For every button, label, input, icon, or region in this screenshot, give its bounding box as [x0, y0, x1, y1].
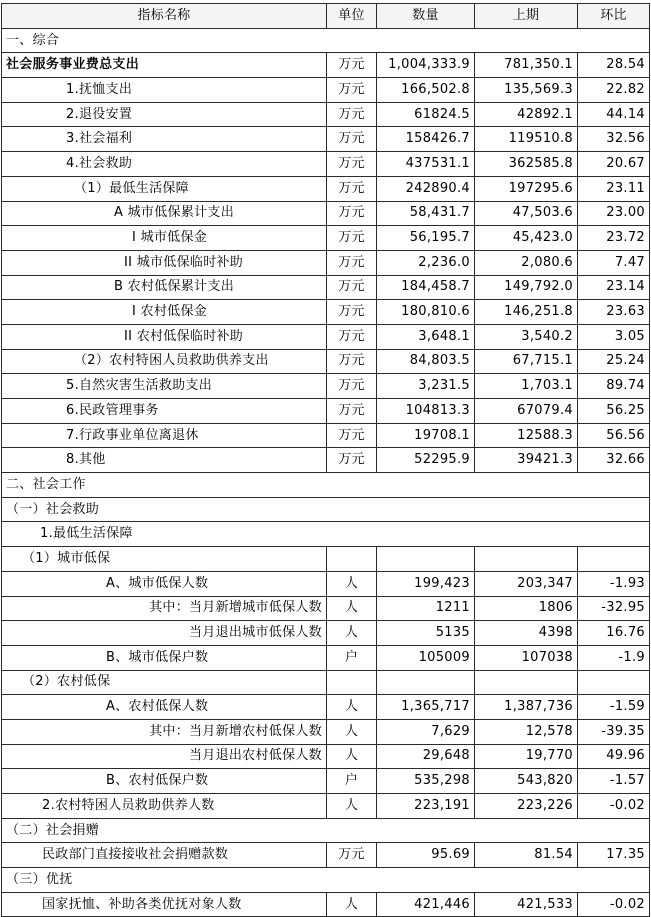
section-row	[2, 818, 650, 843]
row-prev: 781,350.1	[475, 53, 578, 78]
section-title: （一）社会救助	[2, 497, 650, 522]
row-name: I 农村低保金	[2, 300, 327, 325]
row-name: 当月退出城市低保人数	[2, 621, 327, 646]
row-unit: 万元	[327, 843, 377, 868]
header-name: 指标名称	[2, 4, 327, 29]
table-row	[2, 794, 650, 819]
row-unit: 人	[327, 744, 377, 769]
row-name: 7.行政事业单位离退休	[2, 423, 327, 448]
row-qty: 535,298	[377, 769, 475, 794]
table-row	[2, 127, 650, 152]
subsection-title: （1）城市低保	[2, 547, 327, 572]
row-name: B、城市低保户数	[2, 645, 327, 670]
row-ratio: 44.14	[578, 102, 650, 127]
statistics-table	[1, 3, 650, 917]
table-row	[2, 423, 650, 448]
row-ratio: 89.74	[578, 374, 650, 399]
row-prev: 3,540.2	[475, 324, 578, 349]
table-row	[2, 843, 650, 868]
row-ratio: 32.56	[578, 127, 650, 152]
row-unit: 人	[327, 719, 377, 744]
row-qty: 3,231.5	[377, 374, 475, 399]
row-name: B 农村低保累计支出	[2, 275, 327, 300]
row-qty: 3,648.1	[377, 324, 475, 349]
row-prev: 362585.8	[475, 152, 578, 177]
row-name: 5.自然灾害生活救助支出	[2, 374, 327, 399]
row-prev: 223,226	[475, 794, 578, 819]
row-qty: 158426.7	[377, 127, 475, 152]
row-qty: 58,431.7	[377, 201, 475, 226]
row-unit: 户	[327, 645, 377, 670]
header-ratio: 环比	[578, 4, 650, 29]
section-row	[2, 28, 650, 53]
table-row	[2, 744, 650, 769]
row-name: （1）最低生活保障	[2, 176, 327, 201]
empty-cell	[578, 670, 650, 695]
row-unit: 万元	[327, 324, 377, 349]
row-name: II 城市低保临时补助	[2, 250, 327, 275]
table-row	[2, 226, 650, 251]
row-prev: 45,423.0	[475, 226, 578, 251]
table-row	[2, 176, 650, 201]
row-ratio: 3.05	[578, 324, 650, 349]
row-qty: 2,236.0	[377, 250, 475, 275]
row-prev: 39421.3	[475, 448, 578, 473]
row-unit: 万元	[327, 53, 377, 78]
row-unit: 人	[327, 571, 377, 596]
row-prev: 47,503.6	[475, 201, 578, 226]
row-unit: 万元	[327, 349, 377, 374]
row-ratio: 32.66	[578, 448, 650, 473]
row-qty: 52295.9	[377, 448, 475, 473]
row-unit: 户	[327, 769, 377, 794]
header-qty: 数量	[377, 4, 475, 29]
row-unit: 万元	[327, 399, 377, 424]
row-ratio: -32.95	[578, 596, 650, 621]
row-name: 其中：当月新增城市低保人数	[2, 596, 327, 621]
row-ratio: 23.00	[578, 201, 650, 226]
row-qty: 1,004,333.9	[377, 53, 475, 78]
table-row	[2, 300, 650, 325]
row-unit: 人	[327, 695, 377, 720]
row-unit: 万元	[327, 275, 377, 300]
row-qty: 95.69	[377, 843, 475, 868]
subsection-title: 1.最低生活保障	[2, 522, 650, 547]
row-prev: 543,820	[475, 769, 578, 794]
row-name: A、农村低保人数	[2, 695, 327, 720]
row-prev: 146,251.8	[475, 300, 578, 325]
row-ratio: 23.11	[578, 176, 650, 201]
table-row	[2, 769, 650, 794]
row-prev: 12588.3	[475, 423, 578, 448]
row-prev: 19,770	[475, 744, 578, 769]
row-qty: 84,803.5	[377, 349, 475, 374]
row-prev: 149,792.0	[475, 275, 578, 300]
empty-cell	[377, 547, 475, 572]
row-unit: 人	[327, 621, 377, 646]
row-prev: 107038	[475, 645, 578, 670]
row-ratio: 49.96	[578, 744, 650, 769]
section-title: （三）优抚	[2, 868, 650, 893]
row-name: 6.民政管理事务	[2, 399, 327, 424]
row-name: II 农村低保临时补助	[2, 324, 327, 349]
row-ratio: -39.35	[578, 719, 650, 744]
row-name: A、城市低保人数	[2, 571, 327, 596]
row-qty: 61824.5	[377, 102, 475, 127]
header-unit: 单位	[327, 4, 377, 29]
row-prev: 42892.1	[475, 102, 578, 127]
row-prev: 203,347	[475, 571, 578, 596]
row-name: I 城市低保金	[2, 226, 327, 251]
row-prev: 67,715.1	[475, 349, 578, 374]
section-row	[2, 497, 650, 522]
section-title: 二、社会工作	[2, 473, 650, 498]
table-row	[2, 596, 650, 621]
row-name: 3.社会福利	[2, 127, 327, 152]
row-name: A 城市低保累计支出	[2, 201, 327, 226]
row-qty: 104813.3	[377, 399, 475, 424]
table-row	[2, 374, 650, 399]
row-qty: 1,365,717	[377, 695, 475, 720]
empty-cell	[578, 547, 650, 572]
table-row	[2, 349, 650, 374]
row-qty: 223,191	[377, 794, 475, 819]
table-row	[2, 645, 650, 670]
table-row	[2, 892, 650, 917]
row-qty: 199,423	[377, 571, 475, 596]
row-qty: 184,458.7	[377, 275, 475, 300]
row-prev: 1,387,736	[475, 695, 578, 720]
row-ratio: -1.93	[578, 571, 650, 596]
row-name: 2.农村特困人员救助供养人数	[2, 794, 327, 819]
subsection-title: （2）农村低保	[2, 670, 327, 695]
row-unit: 万元	[327, 127, 377, 152]
row-unit: 万元	[327, 300, 377, 325]
row-qty: 1211	[377, 596, 475, 621]
row-unit: 万元	[327, 102, 377, 127]
row-ratio: 56.56	[578, 423, 650, 448]
row-qty: 29,648	[377, 744, 475, 769]
table-row	[2, 53, 650, 78]
row-ratio: 7.47	[578, 250, 650, 275]
table-row	[2, 275, 650, 300]
row-qty: 421,446	[377, 892, 475, 917]
row-prev: 197295.6	[475, 176, 578, 201]
row-qty: 437531.1	[377, 152, 475, 177]
row-ratio: 23.72	[578, 226, 650, 251]
row-name: 8.其他	[2, 448, 327, 473]
row-unit: 万元	[327, 374, 377, 399]
row-unit: 万元	[327, 448, 377, 473]
table-row	[2, 571, 650, 596]
row-prev: 1,703.1	[475, 374, 578, 399]
row-ratio: 22.82	[578, 78, 650, 103]
table-row	[2, 78, 650, 103]
row-ratio: 25.24	[578, 349, 650, 374]
row-unit: 人	[327, 596, 377, 621]
row-qty: 166,502.8	[377, 78, 475, 103]
row-ratio: 20.67	[578, 152, 650, 177]
row-prev: 2,080.6	[475, 250, 578, 275]
row-ratio: -1.9	[578, 645, 650, 670]
row-unit: 万元	[327, 226, 377, 251]
section-title: （二）社会捐赠	[2, 818, 650, 843]
row-name: 民政部门直接接收社会捐赠款数	[2, 843, 327, 868]
row-qty: 19708.1	[377, 423, 475, 448]
table-row	[2, 152, 650, 177]
row-prev: 67079.4	[475, 399, 578, 424]
section-title: 一、综合	[2, 28, 650, 53]
table-row	[2, 448, 650, 473]
row-ratio: 23.63	[578, 300, 650, 325]
row-name: 1.抚恤支出	[2, 78, 327, 103]
row-name: 2.退役安置	[2, 102, 327, 127]
row-unit: 人	[327, 794, 377, 819]
row-prev: 12,578	[475, 719, 578, 744]
row-prev: 81.54	[475, 843, 578, 868]
row-name: （2）农村特困人员救助供养支出	[2, 349, 327, 374]
row-qty: 180,810.6	[377, 300, 475, 325]
row-qty: 105009	[377, 645, 475, 670]
row-ratio: -1.57	[578, 769, 650, 794]
empty-cell	[377, 670, 475, 695]
row-qty: 56,195.7	[377, 226, 475, 251]
row-ratio: -0.02	[578, 794, 650, 819]
row-ratio: 17.35	[578, 843, 650, 868]
empty-cell	[475, 547, 578, 572]
subsection-row	[2, 522, 650, 547]
row-prev: 421,533	[475, 892, 578, 917]
table-row	[2, 621, 650, 646]
table-row	[2, 399, 650, 424]
row-qty: 242890.4	[377, 176, 475, 201]
row-prev: 119510.8	[475, 127, 578, 152]
table-row	[2, 324, 650, 349]
row-name: B、农村低保户数	[2, 769, 327, 794]
row-unit: 万元	[327, 176, 377, 201]
row-name: 当月退出农村低保人数	[2, 744, 327, 769]
table-row	[2, 201, 650, 226]
subsection-row	[2, 547, 650, 572]
row-prev: 4398	[475, 621, 578, 646]
row-unit: 万元	[327, 423, 377, 448]
row-qty: 7,629	[377, 719, 475, 744]
row-prev: 135,569.3	[475, 78, 578, 103]
row-ratio: 28.54	[578, 53, 650, 78]
empty-cell	[327, 670, 377, 695]
row-unit: 万元	[327, 152, 377, 177]
table-row	[2, 102, 650, 127]
row-unit: 人	[327, 892, 377, 917]
row-name: 4.社会救助	[2, 152, 327, 177]
row-name: 社会服务事业费总支出	[2, 53, 327, 78]
row-unit: 万元	[327, 250, 377, 275]
table-row	[2, 719, 650, 744]
table-row	[2, 695, 650, 720]
row-name: 其中：当月新增农村低保人数	[2, 719, 327, 744]
row-ratio: -1.59	[578, 695, 650, 720]
empty-cell	[475, 670, 578, 695]
section-row	[2, 473, 650, 498]
row-ratio: 56.25	[578, 399, 650, 424]
row-ratio: 16.76	[578, 621, 650, 646]
row-unit: 万元	[327, 201, 377, 226]
table-row	[2, 250, 650, 275]
header-row	[2, 4, 650, 29]
row-ratio: 23.14	[578, 275, 650, 300]
row-prev: 1806	[475, 596, 578, 621]
row-qty: 5135	[377, 621, 475, 646]
subsection-row	[2, 670, 650, 695]
row-name: 国家抚恤、补助各类优抚对象人数	[2, 892, 327, 917]
row-ratio: -0.02	[578, 892, 650, 917]
row-unit: 万元	[327, 78, 377, 103]
header-prev: 上期	[475, 4, 578, 29]
section-row	[2, 868, 650, 893]
empty-cell	[327, 547, 377, 572]
